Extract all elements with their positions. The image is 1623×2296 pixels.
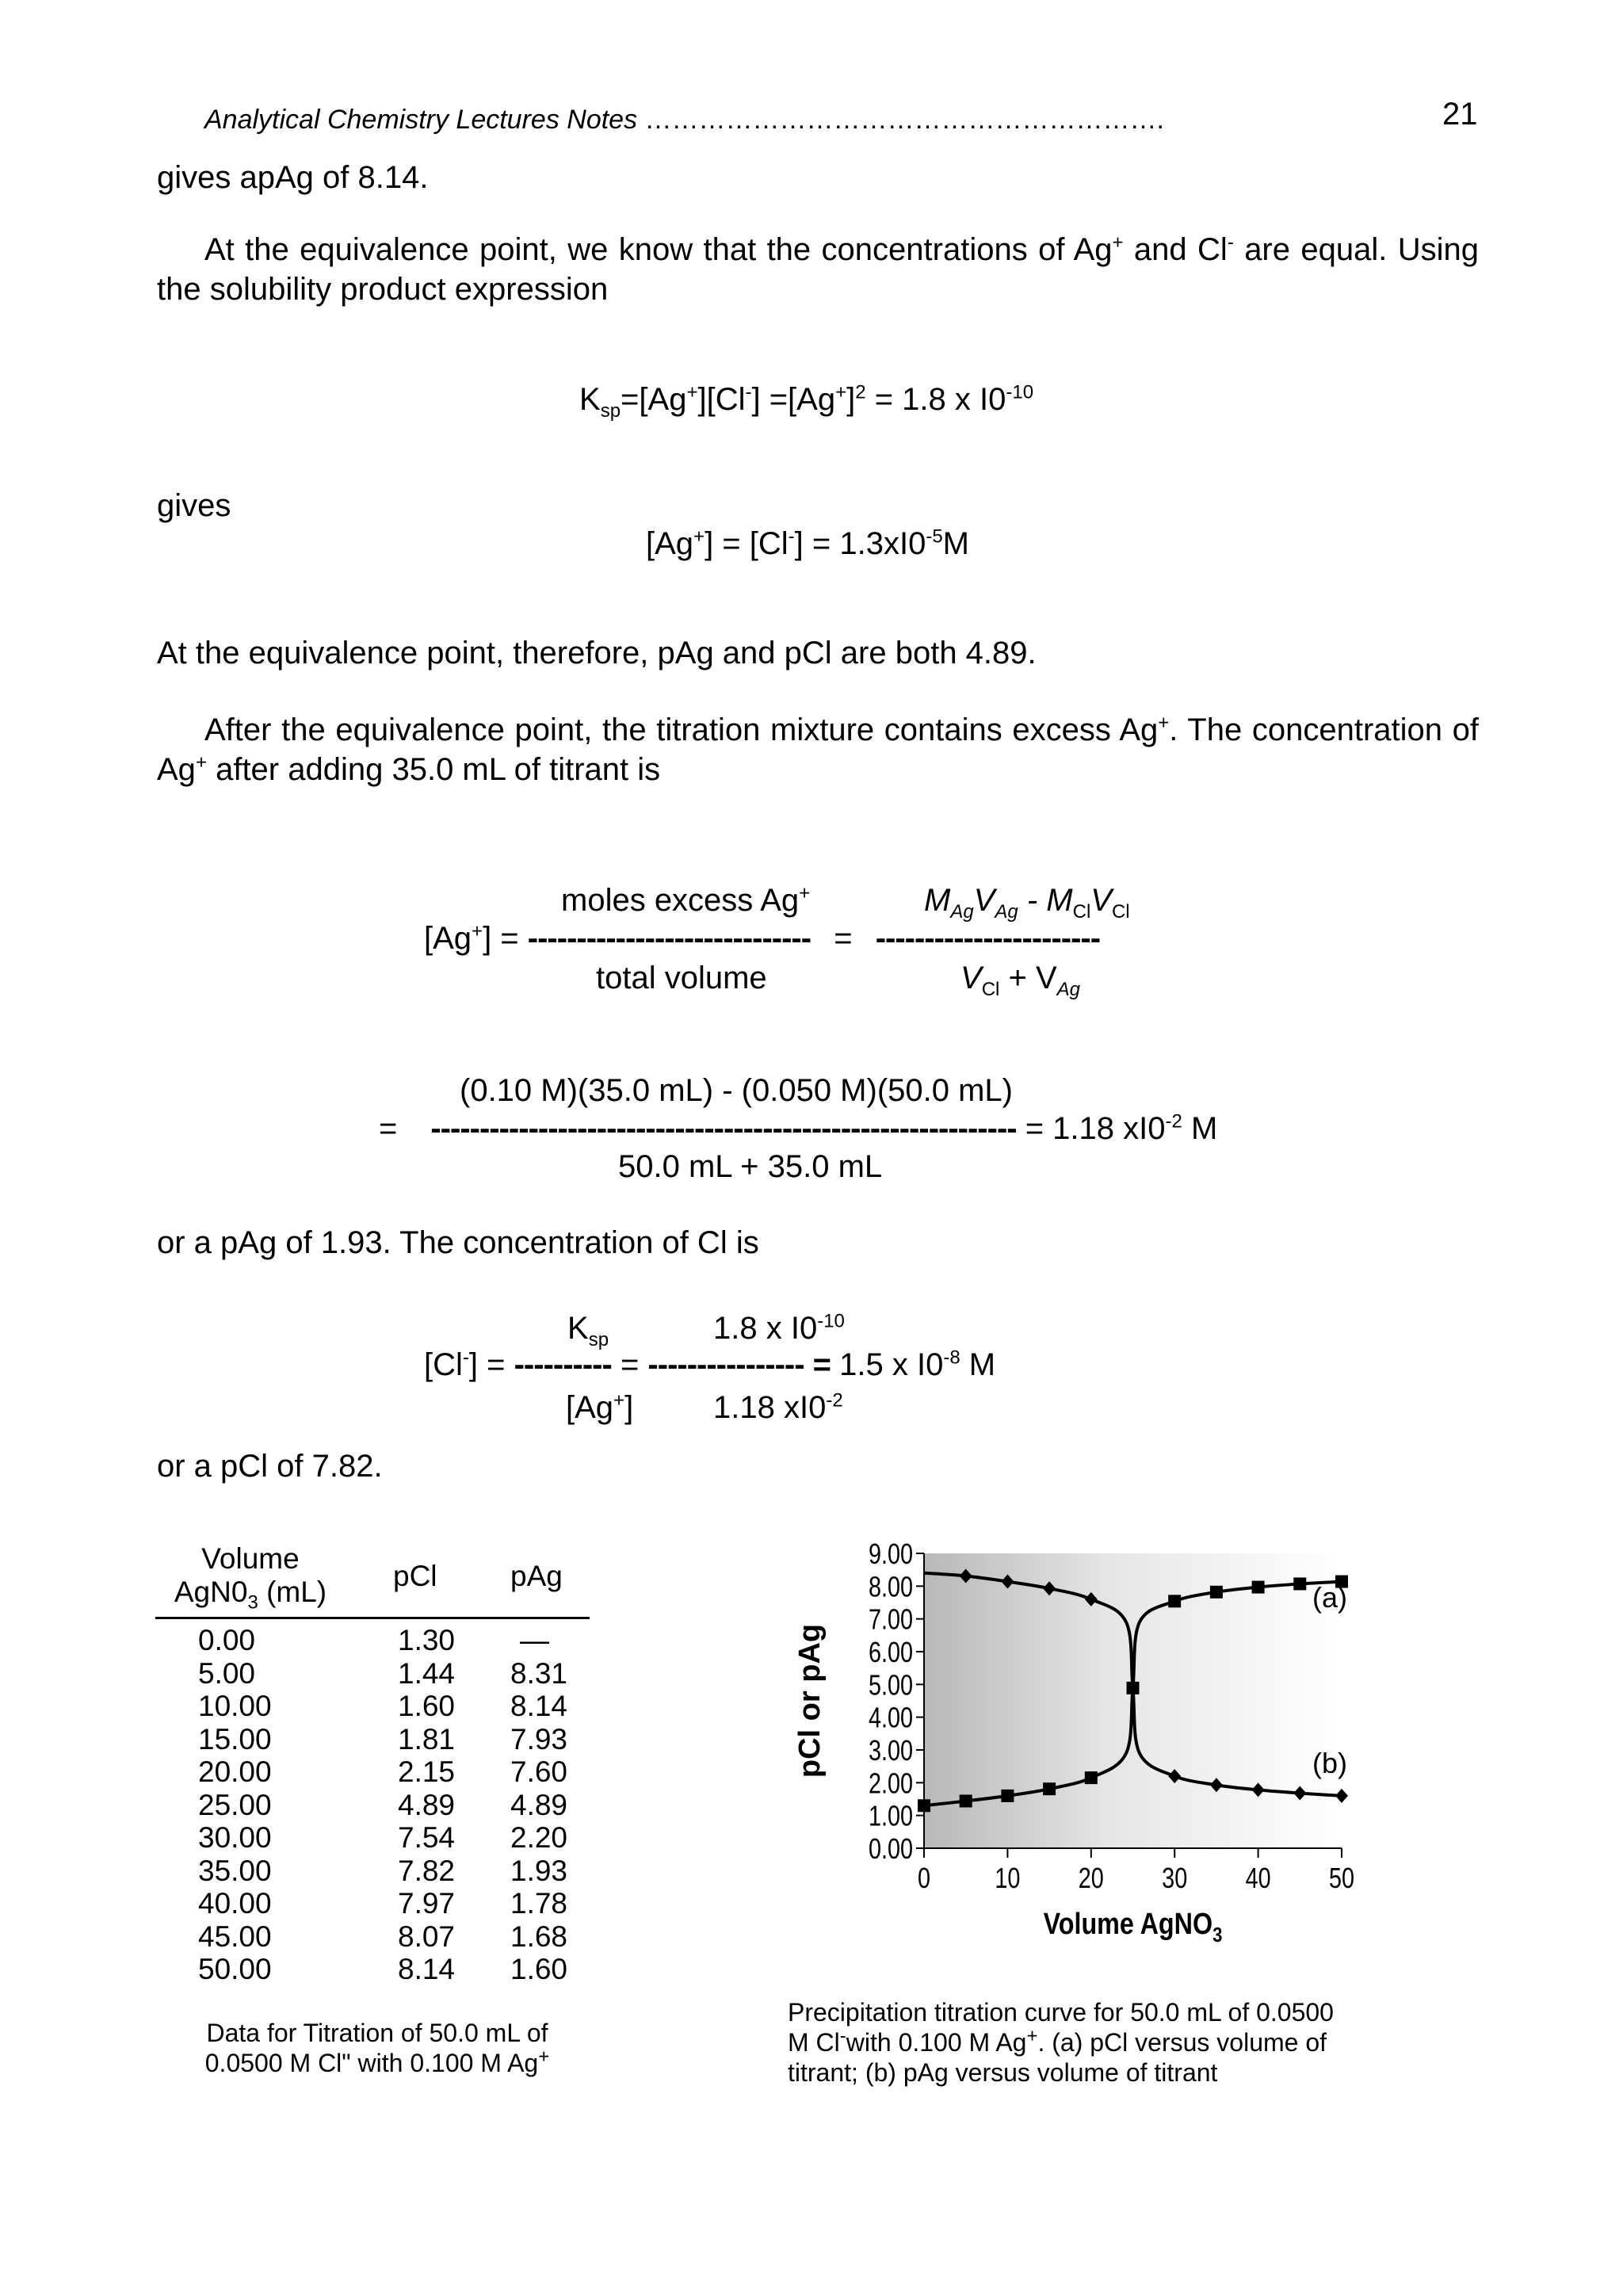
y-tick-label: 0.00	[868, 1832, 913, 1865]
cell-volume: 5.00	[198, 1656, 256, 1690]
series-a-point	[1127, 1682, 1140, 1694]
y-tick-label: 6.00	[868, 1635, 913, 1668]
series-a-point	[1085, 1771, 1098, 1784]
table-row	[155, 1887, 590, 1920]
cell-volume: 25.00	[198, 1788, 272, 1821]
eq3-numerator-left: moles excess Ag+	[561, 882, 811, 918]
series-a-label: (a)	[1312, 1581, 1347, 1614]
cell-pag: 1.93	[510, 1854, 568, 1887]
cell-pag: 2.20	[510, 1821, 568, 1854]
table-row	[155, 1789, 590, 1822]
y-tick-label: 2.00	[868, 1767, 913, 1800]
paragraph-6: or a pCl of 7.82.	[157, 1449, 383, 1484]
x-tick-label: 10	[995, 1861, 1021, 1894]
x-axis-label: Volume AgNO$_3$	[1043, 1907, 1223, 1947]
y-tick-label: 5.00	[868, 1668, 913, 1702]
col-pag-header: pAg	[510, 1560, 563, 1592]
paragraph-4: After the equivalence point, the titration mixture contains excess Ag+. The concentration of Ag+ after adding 35.0 mL of titrant is	[157, 712, 1480, 787]
cell-volume: 45.00	[198, 1920, 272, 1953]
series-a-point	[1252, 1581, 1265, 1594]
cell-pag: 7.60	[510, 1755, 568, 1788]
y-tick-label: 4.00	[868, 1701, 913, 1734]
series-a-point	[1293, 1577, 1306, 1590]
text-gives: gives	[157, 488, 231, 523]
page-number: 21	[1442, 97, 1478, 132]
cell-pag: 4.89	[510, 1788, 568, 1821]
col-pcl-header: pCl	[393, 1560, 437, 1592]
x-tick-label: 30	[1162, 1861, 1188, 1894]
series-a-point	[1001, 1790, 1014, 1802]
cell-volume: 50.00	[198, 1953, 272, 1985]
series-a-point	[1168, 1595, 1181, 1607]
cell-volume: 20.00	[198, 1755, 272, 1788]
cell-pag: 7.93	[510, 1722, 568, 1755]
cell-pag: 8.14	[510, 1690, 568, 1722]
y-tick-label: 1.00	[868, 1799, 913, 1832]
cell-pag: 1.78	[510, 1887, 568, 1920]
series-a-point	[1043, 1782, 1056, 1795]
cell-pcl: 7.82	[398, 1854, 456, 1887]
col-volume-header: Volume $AgN0_3$ (mL)	[174, 1542, 327, 1614]
table-row	[155, 1953, 590, 1986]
cell-pcl: 7.97	[398, 1887, 456, 1920]
x-tick-label: 40	[1245, 1861, 1271, 1894]
cell-pag: 8.31	[510, 1656, 568, 1690]
eq5-ksp: $K_{sp}$	[567, 1311, 609, 1350]
table-row	[155, 1690, 590, 1723]
titration-curve-chart	[785, 1538, 1371, 1966]
paragraph-2: At the equivalence point, we know that the concentrations of Ag+ and Cl- are equal. Using the solubility product expression	[157, 231, 1479, 307]
cell-pag: 1.68	[510, 1920, 568, 1953]
y-tick-label: 9.00	[868, 1538, 913, 1570]
y-axis-label: pCl or pAg	[793, 1623, 827, 1778]
eq3-main-line: [Ag+] = ----------------------------- = -----------------------	[424, 920, 1101, 956]
eq4-denominator: 50.0 mL + 35.0 mL	[618, 1149, 883, 1184]
series-a-point	[960, 1794, 972, 1807]
eq5-main-line: [Cl-] = ---------- = ---------------- = 1.5 x $I0^{-8}$ M	[424, 1347, 996, 1382]
cell-volume: 10.00	[198, 1690, 272, 1722]
cell-pcl: 1.44	[398, 1656, 456, 1690]
paragraph-3: At the equivalence point, therefore, pAg and pCl are both 4.89.	[157, 636, 1037, 670]
header-dots: ………………………………………………….	[644, 105, 1164, 135]
running-header	[204, 105, 1164, 136]
cell-volume: 35.00	[198, 1854, 272, 1887]
figure-caption: Precipitation titration curve for 50.0 mL of 0.0500 M Cl-with 0.100 M Ag+. (a) pCl versus volume of titrant; (b) pAg versus volume of titrant	[788, 1998, 1334, 2087]
eq5-bottom-value: 1.18 $xI0^{-2}$	[713, 1389, 843, 1425]
series-b-label: (b)	[1312, 1746, 1347, 1779]
cell-pcl: 1.60	[398, 1690, 456, 1722]
cell-volume: 40.00	[198, 1887, 272, 1920]
table-row	[155, 1624, 590, 1657]
eq4-main-line: = ------------------------------------------------------------ = 1.18 $xI0^{-2}$ M	[379, 1110, 1218, 1146]
paragraph-5: or a pAg of 1.93. The concentration of Cl is	[157, 1225, 759, 1260]
table-row	[155, 1723, 590, 1756]
eq5-top-value: 1.8 x $I0^{-10}$	[713, 1310, 845, 1346]
table-row	[155, 1657, 590, 1690]
y-tick-label: 8.00	[868, 1570, 913, 1603]
table-caption: Data for Titration of 50.0 mL of 0.0500 M Cl" with 0.100 M Ag+	[204, 2019, 550, 2077]
x-tick-label: 20	[1078, 1861, 1104, 1894]
cell-volume: 30.00	[198, 1821, 272, 1854]
cell-pcl: 8.07	[398, 1920, 456, 1953]
eq3-denominator-left: total volume	[596, 961, 767, 995]
table-row	[155, 1755, 590, 1789]
table-row	[155, 1920, 590, 1954]
equation-ksp: $K_{sp}=[Ag^+][Cl^-] =[Ag^+]^2 = 1.8$ x $I0^{-10}$	[579, 381, 1034, 422]
table-row	[155, 1821, 590, 1855]
x-tick-label: 0	[917, 1861, 931, 1894]
titration-table	[155, 1542, 590, 2077]
eq3-numerator-right: $M_{Ag}V_{Ag} - M_{Cl}V_{Cl}$	[924, 883, 1130, 923]
x-tick-label: 50	[1328, 1861, 1355, 1894]
series-a-point	[1210, 1586, 1223, 1599]
eq4-numerator: (0.10 M)(35.0 mL) - (0.050 M)(50.0 mL)	[460, 1073, 1013, 1108]
eq3-denominator-right: $V_{Cl} + V_{Ag}$	[960, 961, 1080, 1000]
table-row	[155, 1855, 590, 1888]
header-title: Analytical Chemistry Lectures Notes	[204, 105, 638, 135]
equation-equivalence: $[Ag^+] = [Cl^-] = 1.3xI0^{-5}M$	[646, 525, 969, 561]
cell-pag: —	[520, 1624, 549, 1656]
cell-pcl: 8.14	[398, 1953, 456, 1985]
eq5-denominator-left: [Ag+]	[566, 1389, 634, 1425]
cell-volume: 15.00	[198, 1722, 272, 1755]
series-a-point	[918, 1799, 930, 1812]
table-body	[155, 1619, 590, 1986]
table-header	[155, 1542, 590, 1614]
cell-pcl: 4.89	[398, 1788, 456, 1821]
y-tick-label: 7.00	[868, 1603, 913, 1636]
cell-pcl: 1.30	[398, 1624, 456, 1656]
cell-pcl: 1.81	[398, 1722, 456, 1755]
cell-pag: 1.60	[510, 1953, 568, 1985]
paragraph-1: gives apAg of 8.14.	[157, 160, 429, 195]
cell-pcl: 7.54	[398, 1821, 456, 1854]
y-tick-label: 3.00	[868, 1733, 913, 1767]
cell-pcl: 2.15	[398, 1755, 456, 1788]
cell-volume: 0.00	[198, 1624, 256, 1656]
